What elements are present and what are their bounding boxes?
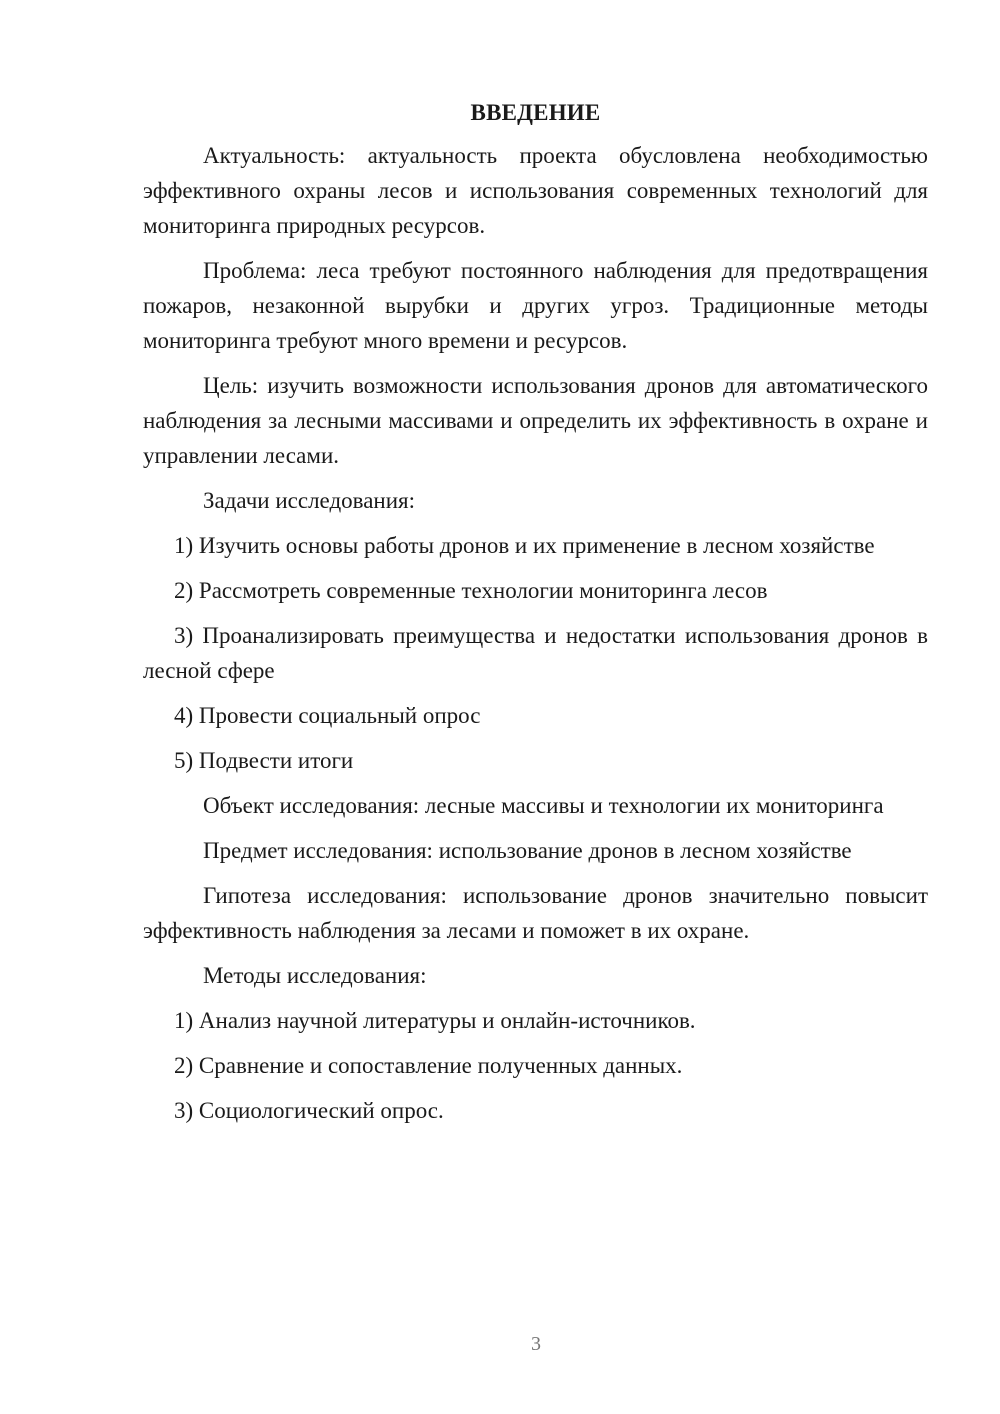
task-item: 4) Провести социальный опрос: [174, 703, 481, 728]
document-page: [143, 95, 928, 1138]
relevance-paragraph: Актуальность: актуальность проекта обусловлена необходимостью эффективного охраны лесов и использования современных технологий для мониторинга природных ресурсов.: [143, 143, 928, 238]
method-item: 1) Анализ научной литературы и онлайн-источников.: [174, 1008, 696, 1033]
method-item: 3) Социологический опрос.: [174, 1098, 444, 1123]
task-item: 5) Подвести итоги: [174, 748, 354, 773]
tasks-heading: Задачи исследования:: [203, 488, 416, 513]
hypothesis-paragraph: Гипотеза исследования: использование дронов значительно повысит эффективность наблюдения за лесами и поможет в их охране.: [143, 883, 928, 943]
method-item: 2) Сравнение и сопоставление полученных данных.: [174, 1053, 683, 1078]
task-item: 3) Проанализировать преимущества и недостатки использования дронов в лесной сфере: [143, 623, 928, 683]
page-number: 3: [531, 1333, 541, 1355]
goal-paragraph: Цель: изучить возможности использования дронов для автоматического наблюдения за лесными массивами и определить их эффективность в охране и управлении лесами.: [143, 373, 928, 468]
subject-paragraph: Предмет исследования: использование дронов в лесном хозяйстве: [203, 838, 852, 863]
object-paragraph: Объект исследования: лесные массивы и технологии их мониторинга: [203, 793, 884, 818]
task-item: 2) Рассмотреть современные технологии мониторинга лесов: [174, 578, 768, 603]
problem-paragraph: Проблема: леса требуют постоянного наблюдения для предотвращения пожаров, незаконной вырубки и других угроз. Традиционные методы мониторинга требуют много времени и ресурсов.: [143, 258, 928, 353]
methods-heading: Методы исследования:: [203, 963, 427, 988]
page-title: ВВЕДЕНИЕ: [470, 100, 601, 125]
task-item: 1) Изучить основы работы дронов и их применение в лесном хозяйстве: [174, 533, 875, 558]
